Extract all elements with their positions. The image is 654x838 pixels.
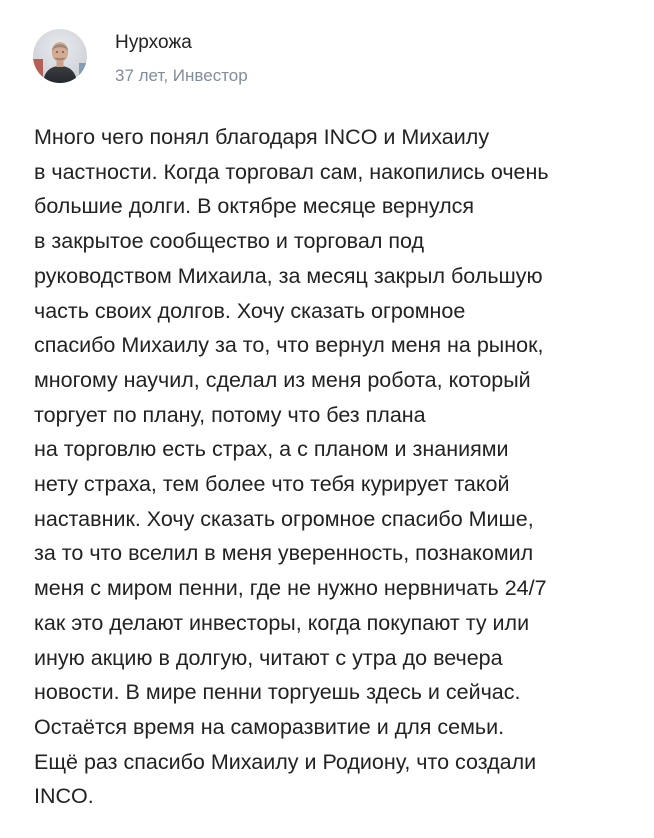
review-line: в закрытое сообщество и торговал под [34,229,425,254]
review-line: Остаётся время на саморазвитие и для семьи. [34,714,505,739]
review-line: Много чего понял благодаря INCO и Михаилу [34,125,490,149]
review-line: как это делают инвесторы, когда покупают ту или [34,610,530,635]
review-line: большие долги. В октябре месяце вернулся [34,194,475,219]
review-line: руководством Михаила, за месяц закрыл большую [34,263,543,288]
review-line: нету страха, тем более что тебя курирует такой [34,472,510,497]
review-line: меня с миром пенни, где не нужно нервничать 24/7 [34,576,547,601]
review-line: INCO. [34,784,94,809]
review-line: иную акцию в долгую, читают с утра до вечера [34,645,503,670]
avatar[interactable] [33,29,87,83]
review-text [34,120,646,814]
review-line: новости. В мире пенни торгуешь здесь и сейчас. [34,680,521,705]
author-name[interactable]: Нурхожа [115,32,192,53]
review-line: многому научил, сделал из меня робота, который [34,367,531,392]
review-line: наставник. Хочу сказать огромное спасибо Мише, [34,506,534,531]
review-line: за то что вселил в меня уверенность, познакомил [34,541,534,566]
review-line: торгует по плану, потому что без плана [34,402,426,427]
review-line: в частности. Когда торговал сам, накопились очень [34,159,549,184]
user-avatar-photo-icon [33,29,87,83]
author-meta: 37 лет, Инвестор [115,66,248,85]
review-line: спасибо Михаилу за то, что вернул меня на рынок, [34,333,544,358]
review-line: на торговлю есть страх, а с планом и знаниями [34,437,509,462]
review-line: Ещё раз спасибо Михаилу и Родиону, что создали [34,749,537,774]
review-line: часть своих долгов. Хочу сказать огромное [34,298,466,323]
